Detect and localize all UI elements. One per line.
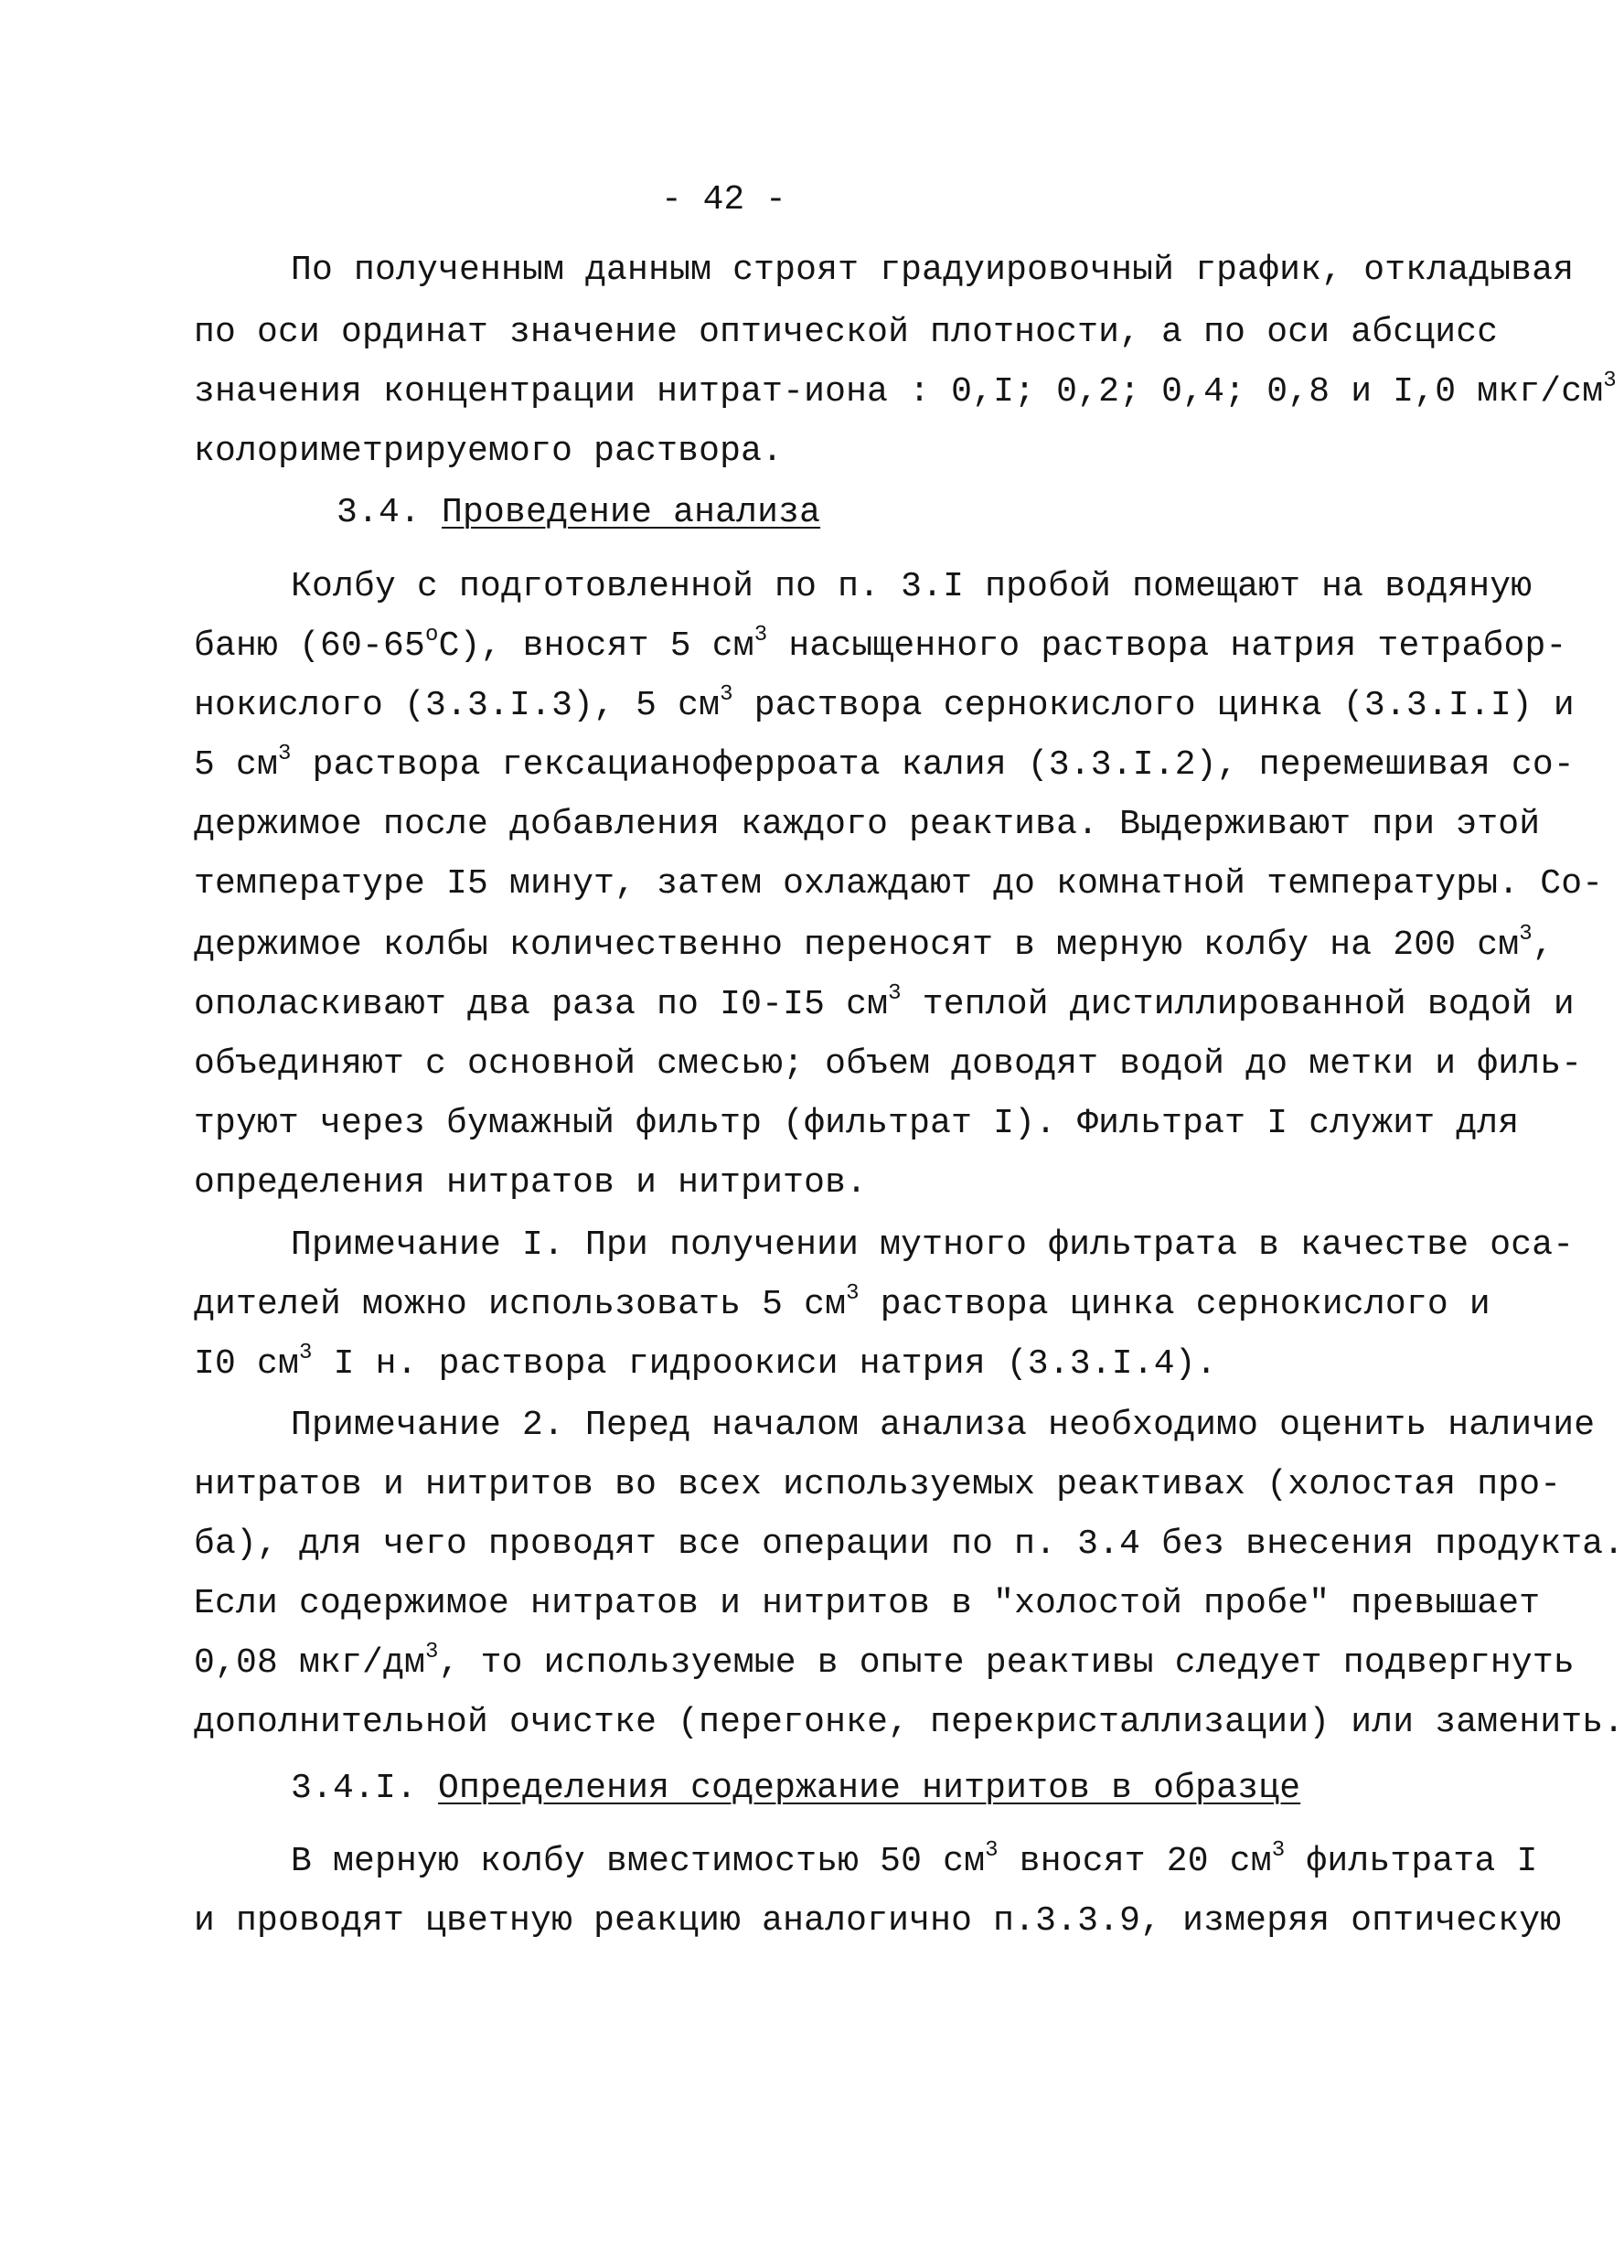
- superscript: 3: [1271, 1838, 1286, 1863]
- section-heading: [337, 491, 820, 535]
- paragraph-line: [194, 625, 1566, 669]
- text-run: держимое колбы количественно переносят в мерную колбу на 200 см: [194, 925, 1520, 965]
- superscript: 3: [425, 1640, 439, 1664]
- text-run: баню (60-65: [194, 626, 426, 666]
- text-run: нокислого (3.3.I.3), 5 см: [194, 686, 721, 725]
- paragraph-line: [194, 684, 1575, 728]
- paragraph-line: Колбу с подготовленной по п. 3.I пробой помещают на водяную: [291, 567, 1533, 606]
- paragraph-line: по оси ординат значение оптической плотности, а по оси абсцисс: [194, 313, 1499, 352]
- superscript: 3: [846, 1281, 860, 1306]
- section-heading: [291, 1767, 1300, 1811]
- note-line: [194, 1343, 1217, 1386]
- paragraph-line: [194, 983, 1575, 1027]
- paragraph-line: [194, 924, 1554, 968]
- superscript: 3: [720, 682, 733, 707]
- text-run: фильтрата I: [1285, 1842, 1538, 1881]
- paragraph-line: и проводят цветную реакцию аналогично п.3.3.9, измеряя оптическую: [194, 1901, 1562, 1941]
- text-run: значения концентрации нитрат-иона : 0,I; 0,2; 0,4; 0,8 и I,0 мкг/см: [194, 372, 1604, 412]
- paragraph-line: [291, 1840, 1537, 1884]
- text-run: С), вносят 5 см: [438, 626, 754, 666]
- note-line: Примечание 2. Перед началом анализа необходимо оценить наличие: [291, 1406, 1596, 1445]
- note-line: ба), для чего проводят все операции по п. 3.4 без внесения продукта.: [194, 1524, 1624, 1564]
- superscript: 3: [985, 1838, 999, 1863]
- superscript: 3: [278, 742, 292, 766]
- paragraph-line: труют через бумажный фильтр (фильтрат I). Фильтрат I служит для: [194, 1104, 1520, 1143]
- paragraph-line: [194, 744, 1575, 787]
- text-run: I0 см: [194, 1344, 300, 1384]
- note-line: Примечание I. При получении мутного фильтрата в качестве оса-: [291, 1225, 1575, 1265]
- text-run: ,: [1532, 925, 1554, 965]
- paragraph-line: температуре I5 минут, затем охлаждают до комнатной температуры. Со-: [194, 864, 1604, 904]
- text-run: раствора гексацианоферроата калия (3.3.I.2), перемешивая со-: [291, 745, 1575, 785]
- note-line: нитратов и нитритов во всех используемых реактивах (холостая про-: [194, 1465, 1562, 1504]
- text-run: ополаскивают два раза по I0-I5 см: [194, 985, 889, 1024]
- text-run: теплой дистиллированной водой и: [901, 985, 1575, 1024]
- text-run: В мерную колбу вместимостью 50 см: [291, 1842, 986, 1881]
- superscript: 3: [753, 623, 768, 647]
- heading-title: Проведение анализа: [442, 493, 821, 532]
- note-line: Если содержимое нитратов и нитритов в "холостой пробе" превышает: [194, 1584, 1541, 1623]
- paragraph-line: держимое после добавления каждого реактива. Выдерживают при этой: [194, 805, 1541, 844]
- heading-title: Определения содержание нитритов в образце: [438, 1769, 1301, 1808]
- text-run: I н. раствора гидроокиси натрия (3.3.I.4).: [312, 1344, 1217, 1384]
- note-line: дополнительной очистке (перегонке, перекристаллизации) или заменить.: [194, 1703, 1624, 1742]
- superscript: 3: [1519, 922, 1533, 947]
- note-line: [194, 1642, 1575, 1685]
- text-run: дителей можно использовать 5 см: [194, 1285, 847, 1324]
- text-run: 5 см: [194, 745, 279, 785]
- heading-number: 3.4.: [337, 493, 422, 532]
- text-run: , то используемые в опыте реактивы следует подвергнуть: [438, 1643, 1575, 1683]
- text-run: раствора сернокислого цинка (3.3.I.I) и: [732, 686, 1575, 725]
- heading-number: 3.4.I.: [291, 1769, 418, 1808]
- paragraph-line: По полученным данным строят градуировочный график, откладывая: [291, 251, 1575, 290]
- superscript: 3: [888, 981, 902, 1006]
- text-run: вносят 20 см: [998, 1842, 1272, 1881]
- superscript: 3: [299, 1341, 313, 1365]
- text-run: раствора цинка сернокислого и: [859, 1285, 1490, 1324]
- text-run: насыщенного раствора натрия тетрабор-: [767, 626, 1567, 666]
- superscript: о: [425, 623, 439, 647]
- paragraph-line: объединяют с основной смесью; объем доводят водой до метки и филь-: [194, 1044, 1583, 1084]
- paragraph-line: определения нитратов и нитритов.: [194, 1163, 868, 1203]
- text-run: 0,08 мкг/дм: [194, 1643, 426, 1683]
- superscript: 3: [1603, 369, 1617, 393]
- note-line: [194, 1283, 1490, 1327]
- page-number: - 42 -: [661, 180, 786, 219]
- paragraph-line: колориметрируемого раствора.: [194, 432, 784, 471]
- paragraph-line: [194, 370, 1617, 414]
